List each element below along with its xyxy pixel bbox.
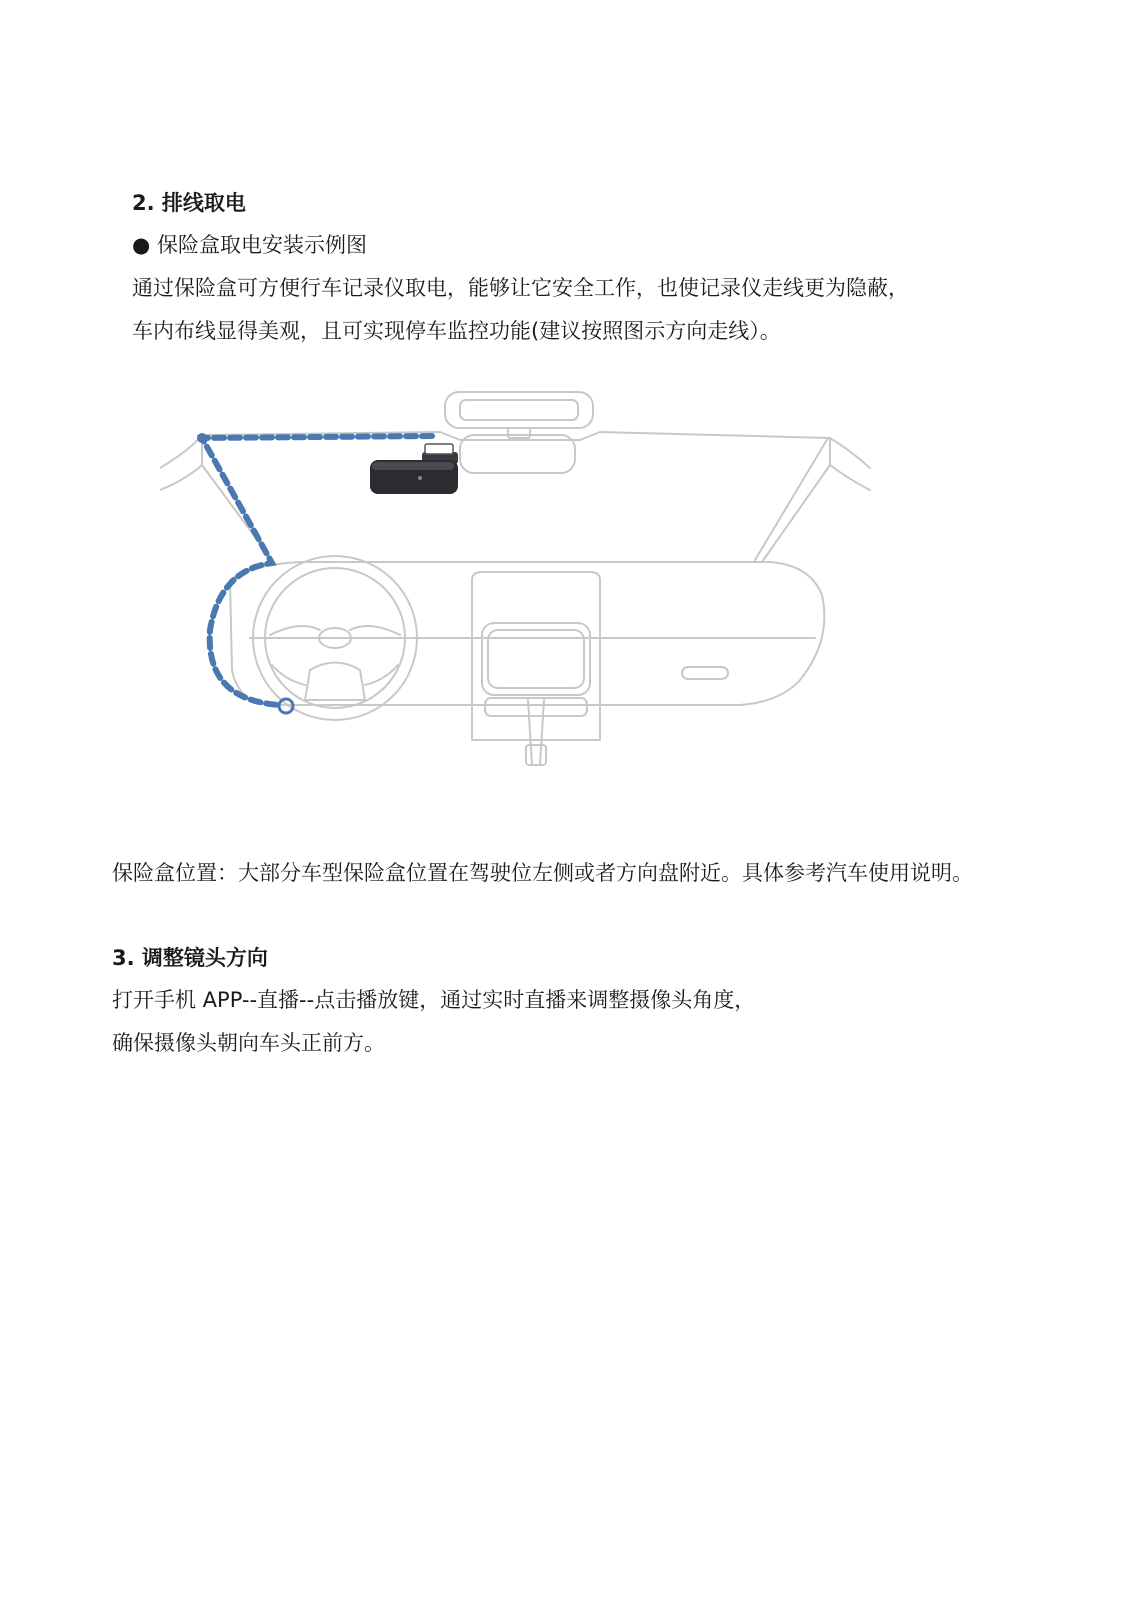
- section-2-paragraph-line-2: 车内布线显得美观，且可实现停车监控功能(建议按照图示方向走线）。: [132, 319, 781, 343]
- cable-start-dot: [197, 433, 207, 443]
- section-3-paragraph-line-2: 确保摄像头朝向车头正前方。: [112, 1031, 385, 1055]
- dashcam-device: [370, 444, 458, 494]
- section-3-paragraph-line-1: 打开手机 APP--直播--点击播放键，通过实时直播来调整摄像头角度，: [112, 988, 756, 1012]
- fuse-box-wiring-diagram: [160, 380, 890, 780]
- section-2-heading: 2. 排线取电: [132, 191, 246, 215]
- section-3-heading: 3. 调整镜头方向: [112, 946, 268, 970]
- bullet-install-example: ● 保险盒取电安装示例图: [132, 233, 367, 257]
- section-2-paragraph-line-1: 通过保险盒可方便行车记录仪取电，能够让它安全工作，也使记录仪走线更为隐蔽，: [132, 276, 909, 300]
- car-interior-outline: [160, 392, 870, 765]
- fuse-box-location-note: 保险盒位置：大部分车型保险盒位置在驾驶位左侧或者方向盘附近。具体参考汽车使用说明。: [112, 861, 973, 885]
